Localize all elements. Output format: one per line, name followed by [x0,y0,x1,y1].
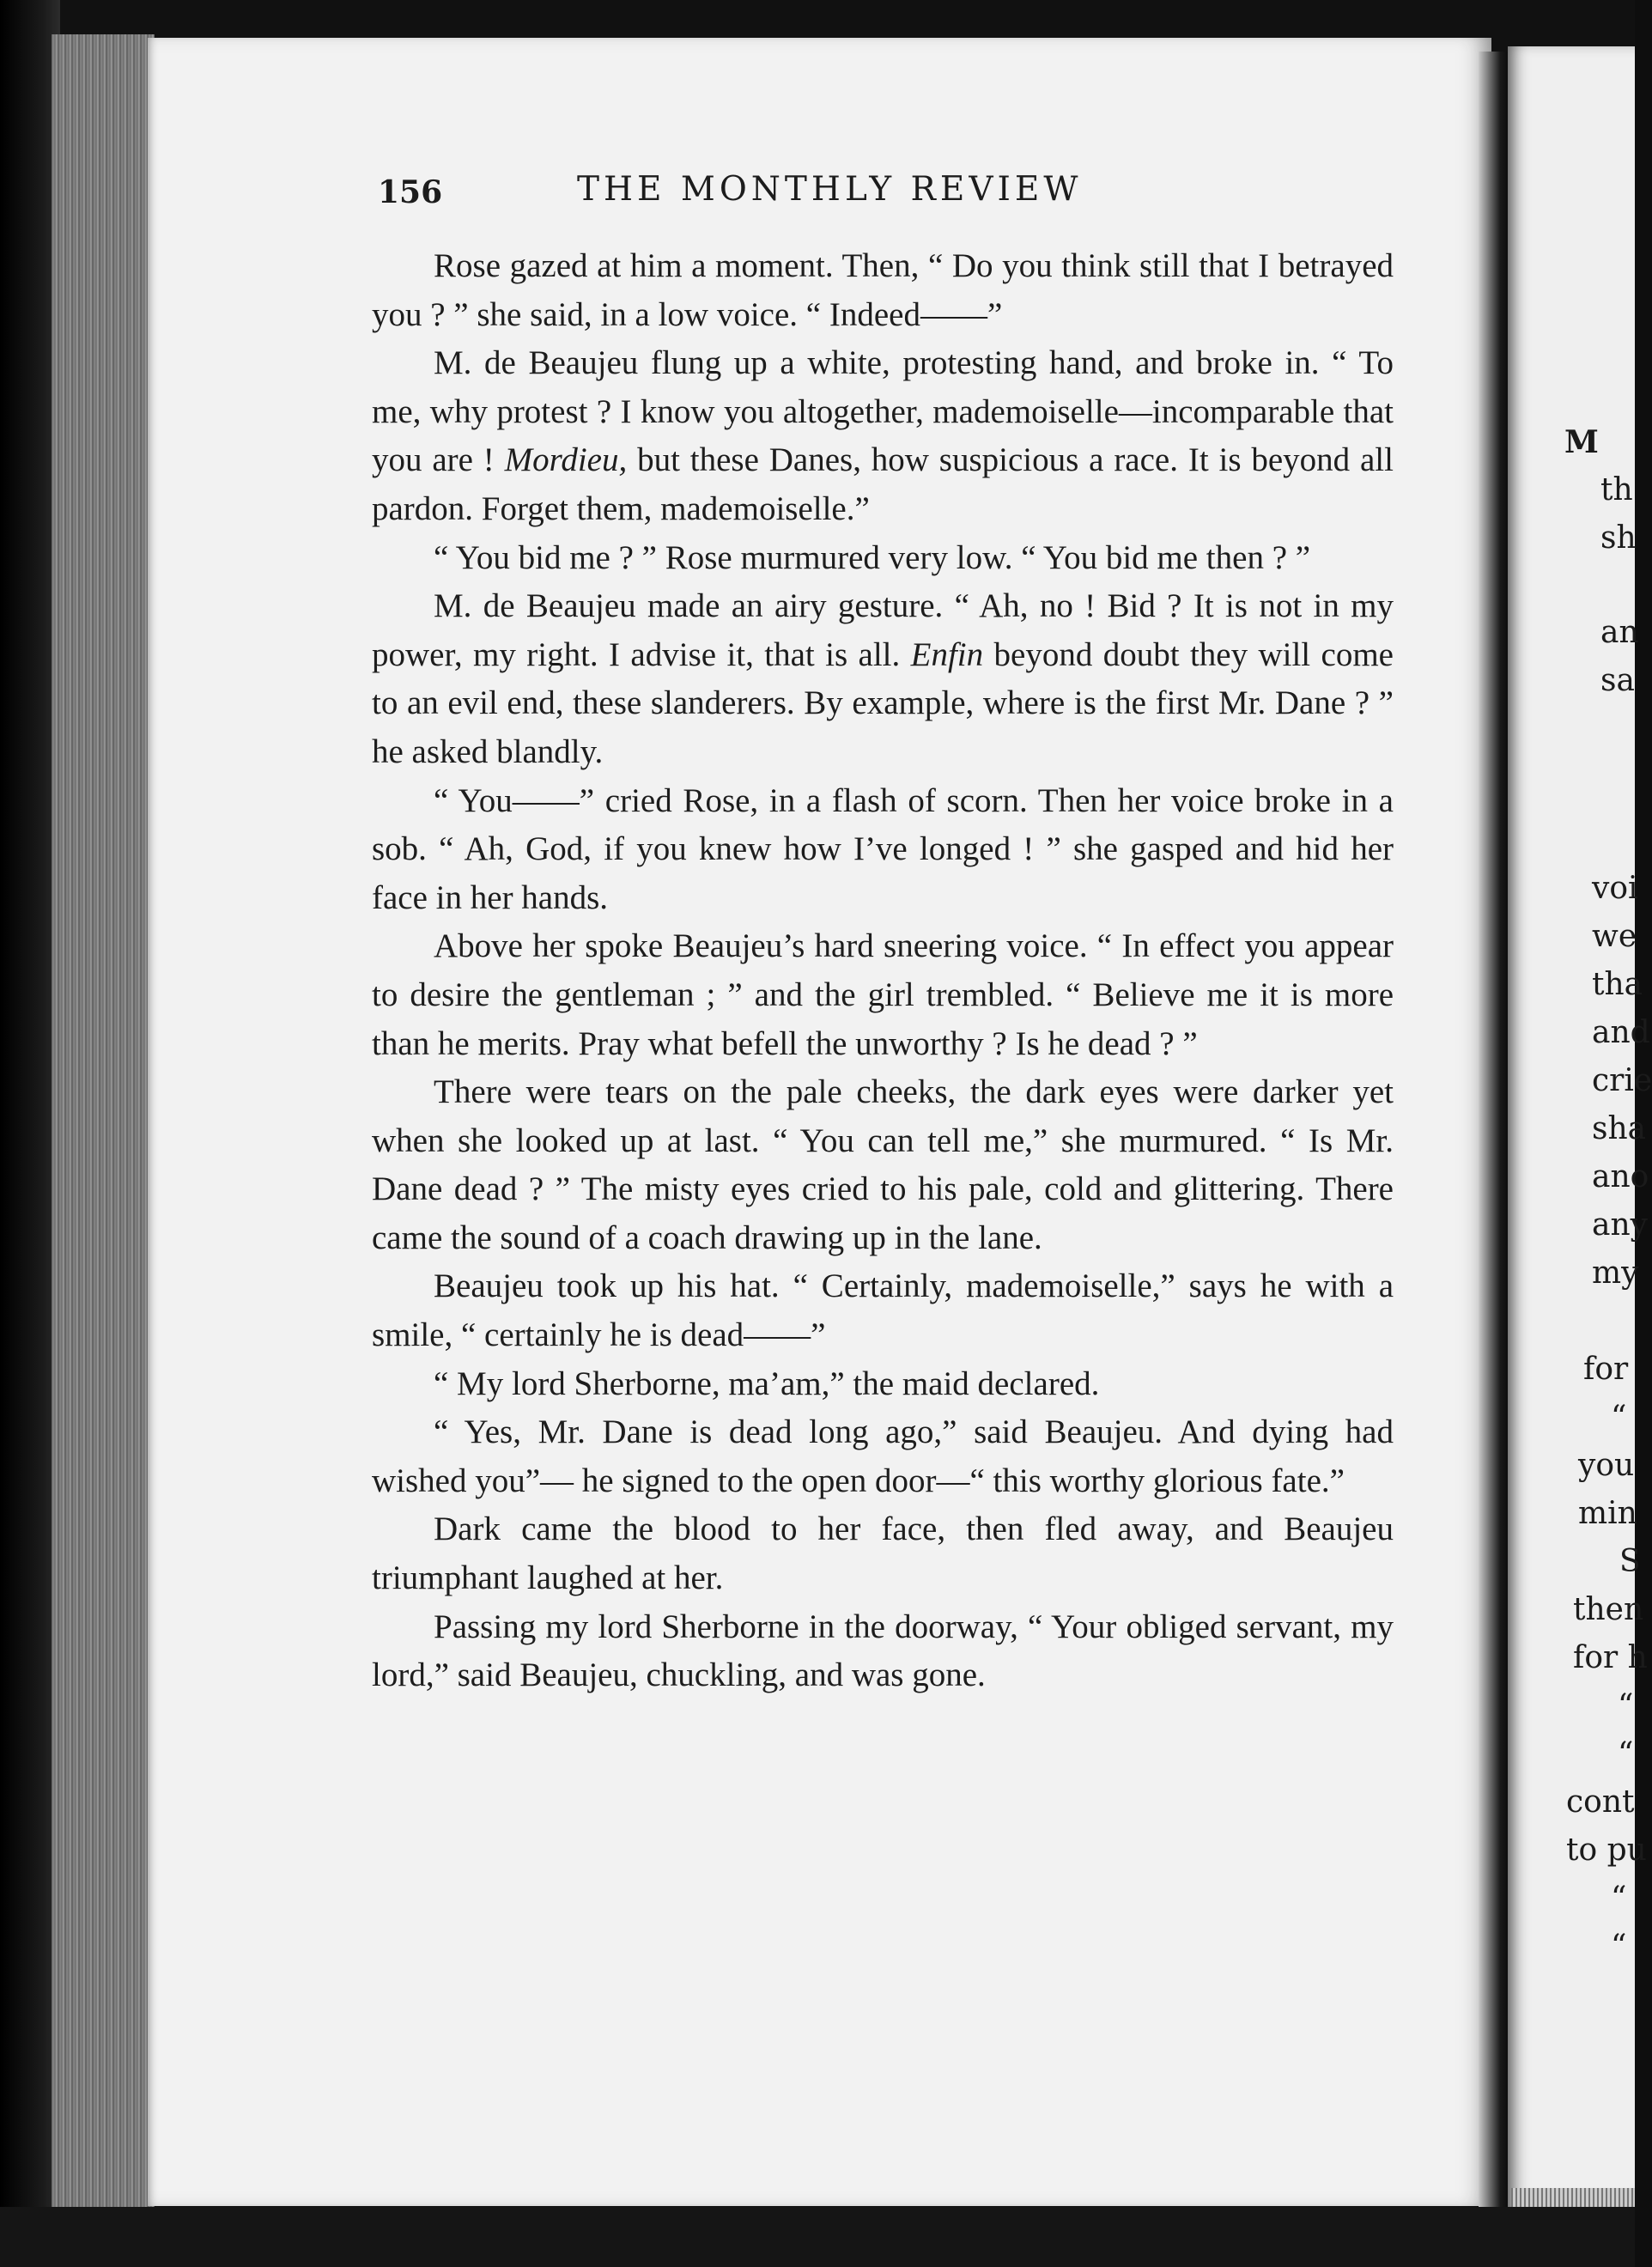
paragraph: “ My lord Sherborne, ma’am,” the maid declared. [434,1364,1100,1402]
facing-line: “ [1611,1881,1627,1916]
facing-line: you [1578,1448,1635,1483]
facing-line: voi [1592,871,1638,906]
page-edge-bottom [1511,2188,1635,2207]
facing-line: any [1592,1207,1648,1243]
paragraph: Passing my lord Sherborne in the doorway, “ Your obliged servant, my lord,” said Beaujeu, chuckling, and was gone. [372,1608,1394,1694]
paragraph: Dark came the blood to her face, then fled away, and Beaujeu triumphant laughed at her. [372,1510,1394,1597]
facing-line: cont [1566,1784,1635,1820]
facing-page [1508,46,1652,2227]
facing-line: for [1583,1352,1629,1387]
facing-line: “ [1618,1688,1634,1723]
facing-line: my [1592,1255,1639,1291]
facing-line: for h [1573,1640,1648,1675]
running-head: THE MONTHLY REVIEW [577,170,1083,209]
facing-line: we [1592,919,1637,954]
page-edges [52,34,155,2241]
paragraph: “ You bid me ? ” Rose murmured very low. “ You bid me then ? ” [434,538,1311,576]
facing-line: to pu [1566,1832,1647,1868]
facing-line: sa [1600,663,1635,698]
facing-line: an [1600,615,1639,650]
paragraph: “ You——” cried Rose, in a flash of scorn. Then her voice broke in a sob. “ Ah, God, if you knew how I’ve longed ! ” she gasped and hid her face in her hands. [372,781,1394,916]
scan-background [0,2207,1635,2267]
facing-line: sha [1592,1111,1647,1146]
paragraph: Above her spoke Beaujeu’s hard sneering voice. “ In effect you appear to desire the gentleman ; ” and the girl trembled. “ Believe me it is more than he merits. Pray what befell the unworthy ? Is he dead ? ” [372,927,1394,1062]
gutter [1479,52,1509,2207]
facing-line: th [1600,472,1633,507]
paragraph: “ Yes, Mr. Dane is dead long ago,” said Beaujeu. And dying had wished you”— he signed to the open door—“ this worthy glorious fate.” [372,1413,1394,1499]
facing-line: “ [1611,1400,1627,1435]
paragraph: There were tears on the pale cheeks, the dark eyes were darker yet when she looked up at last. “ You can tell me,” she murmured. “ Is Mr. Dane dead ? ” The misty eyes cried to his pale, cold and glittering. There came the sound of a coach drawing up in the lane. [372,1073,1394,1256]
facing-line: and [1592,1015,1650,1050]
facing-line: then [1573,1592,1644,1627]
facing-line: “ [1618,1736,1634,1772]
facing-line: sh [1600,520,1637,556]
facing-line: S [1619,1544,1641,1579]
facing-line: M [1564,424,1599,460]
facing-line: crie [1592,1063,1652,1098]
facing-line: min [1578,1496,1637,1531]
paragraph: M. de Beaujeu flung up a white, protesting hand, and broke in. “ To me, why protest ? I know you altogether, mademoiselle—incomparable that you are ! Mordieu, but these Danes, how suspicious a race. It is beyond all pardon. Forget them, mademoiselle.” [372,344,1394,527]
facing-line: ano [1592,1159,1649,1194]
body-text [372,242,1394,1700]
paragraph: M. de Beaujeu made an airy gesture. “ Ah, no ! Bid ? It is not in my power, my right. I advise it, that is all. Enfin beyond doubt they will come to an evil end, these slanderers. By example, where is the first Mr. Dane ? ” he asked blandly. [372,587,1394,770]
paragraph: Beaujeu took up his hat. “ Certainly, mademoiselle,” says he with a smile, “ certainly he is dead——” [372,1267,1394,1354]
paragraph: Rose gazed at him a moment. Then, “ Do you think still that I betrayed you ? ” she said, in a low voice. “ Indeed——” [372,247,1394,333]
facing-line: tha [1592,967,1643,1002]
facing-line: “ [1611,1929,1627,1964]
page-number: 156 [378,174,443,210]
